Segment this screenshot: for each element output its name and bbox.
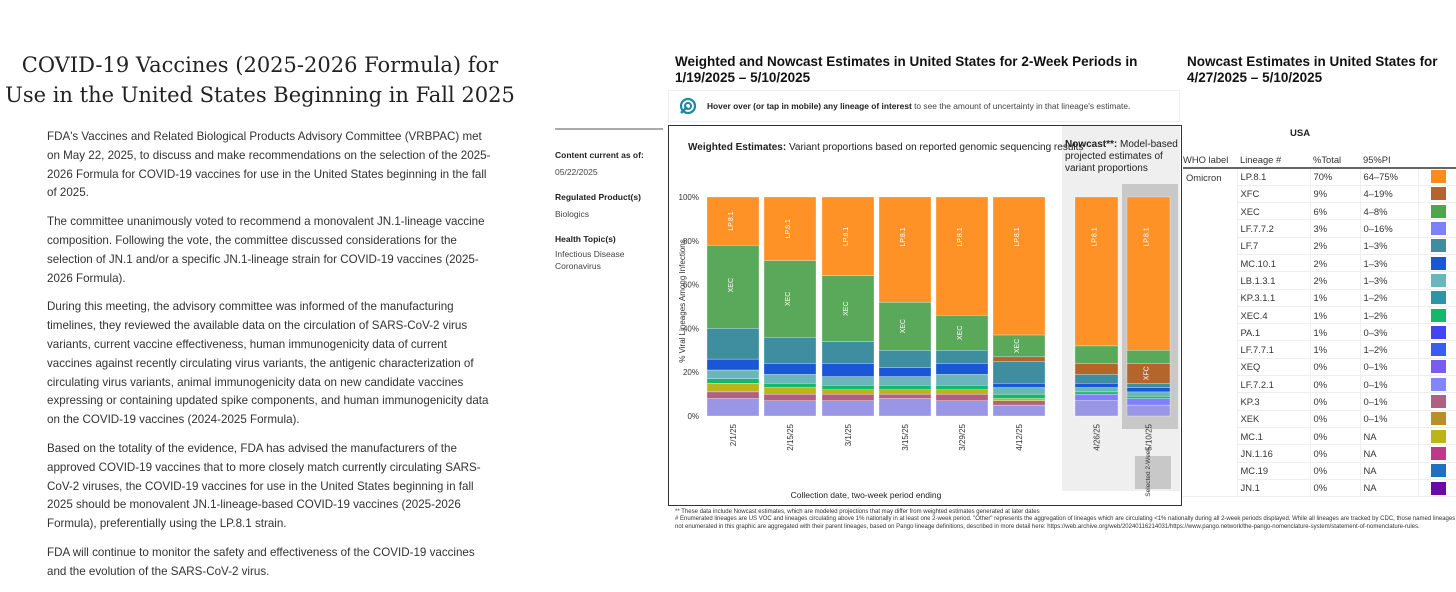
pct-cell: 70%	[1310, 168, 1360, 185]
color-swatch	[1431, 170, 1446, 183]
segment-label: XEC	[900, 319, 907, 334]
color-swatch	[1431, 239, 1446, 252]
bar-segment-kp-3[interactable]	[993, 401, 1045, 405]
bar-segment-mc-1[interactable]	[993, 398, 1045, 400]
segment-label: XFC	[1143, 366, 1151, 381]
pct-cell: 0%	[1310, 427, 1360, 444]
pi-cell: 0–1%	[1360, 376, 1418, 393]
variant-proportions-chart	[668, 125, 1182, 506]
bar-segment-lb-1-3-1[interactable]	[879, 377, 931, 386]
pi-cell: 1–3%	[1360, 237, 1418, 254]
bar-segment-lb-1-3-1[interactable]	[1127, 392, 1170, 396]
hover-hint-banner	[668, 90, 1180, 122]
pct-cell: 2%	[1310, 237, 1360, 254]
health-topics-label: Health Topic(s)	[555, 234, 616, 244]
segment-label: LP.8.1	[1014, 227, 1021, 247]
pi-cell: 1–3%	[1360, 272, 1418, 289]
pct-cell: 0%	[1310, 376, 1360, 393]
bar-segment-kp-3[interactable]	[822, 394, 874, 401]
chart-svg	[669, 126, 1180, 504]
segment-label: LP.8.1	[843, 226, 850, 247]
x-tick-label: 3/29/25	[958, 424, 967, 451]
bar-segment-xfc[interactable]	[1075, 363, 1118, 374]
color-swatch	[1431, 343, 1446, 356]
lineage-cell: JN.1	[1237, 479, 1310, 496]
bar-segment-mc-1[interactable]	[707, 383, 759, 392]
lineage-cell: XEC	[1237, 203, 1310, 220]
pi-cell: 0–1%	[1360, 358, 1418, 375]
bar-segment-lf-7[interactable]	[822, 342, 874, 364]
nowcast-title-bold: Nowcast**:	[1065, 139, 1118, 150]
bar-segment-other[interactable]	[1075, 401, 1118, 416]
footnote: # Enumerated lineages are US VOC and lineages circulating above 1% nationally in at least one 2-week period. "Other" represents the aggregation of lineages which are circulating <1% nationally during all 2-week periods displayed. While all lineages are tracked by CDC, those named lineages not enumerated in this graphic are aggregated with their parent lineages, based on Pango lineage definitions, described in more detail here: https://web.archive.org/web/20240116214031/https://www.pango.network/the-pango-nomenclature-system/statement-of-nomenclature-rules.	[675, 516, 1456, 530]
bar-segment-lf-7[interactable]	[1127, 383, 1170, 387]
bar-segment-other[interactable]	[879, 398, 931, 416]
lineage-cell: XFC	[1237, 185, 1310, 202]
bar-segment-other[interactable]	[936, 401, 988, 416]
bar-segment-xec-4[interactable]	[936, 385, 988, 389]
lineage-cell: JN.1.16	[1237, 445, 1310, 462]
bar-segment-mc-10-1[interactable]	[1127, 388, 1170, 392]
paragraph: Based on the totality of the evidence, FDA has advised the manufacturers of the approved COVID-19 vaccines that to more closely match currently circulating SARS-CoV-2 viruses, the COVID-19 vaccines for use in the United States beginning in fall 2025 should be monovalent JN.1-lineage-based COVID-19 vaccines (2025-2026 Formula), preferentially using the LP.8.1 strain.	[47, 441, 481, 531]
lineage-cell: KP.3.1.1	[1237, 289, 1310, 306]
pi-cell: 0–1%	[1360, 393, 1418, 410]
color-swatch	[1431, 205, 1446, 218]
col-who-label: WHO label	[1183, 151, 1237, 168]
color-swatch	[1431, 309, 1446, 322]
nowcast-title-text: Model-based projected estimates of variant proportions	[1065, 139, 1178, 174]
bar-segment-kp-3[interactable]	[707, 392, 759, 399]
lineage-cell: MC.10.1	[1237, 254, 1310, 271]
color-swatch-cell	[1418, 462, 1456, 479]
segment-label: XEC	[785, 291, 792, 307]
bar-segment-mc-10-1[interactable]	[707, 359, 759, 370]
pct-cell: 0%	[1310, 393, 1360, 410]
pi-cell: 0–16%	[1360, 220, 1418, 237]
color-swatch-cell	[1418, 289, 1456, 306]
pct-cell: 6%	[1310, 203, 1360, 220]
bar-segment-lb-1-3-1[interactable]	[993, 388, 1045, 395]
paragraph: During this meeting, the advisory committee was informed of the manufacturing timelines, they reviewed the available data on the circulation of SARS-CoV-2 virus variants, current vaccine effectiveness, human immunogenicity data of current vaccines against recently circulating virus variants, the antigenic characterization of circulating virus variants, animal immunogenicity data on new candidate vaccines expressing or containing updated spike components, and human immunogenicity data on the COVID-19 vaccines (2024-2025 Formula).	[47, 300, 489, 427]
bar-segment-lb-1-3-1[interactable]	[822, 377, 874, 386]
x-tick-label: 2/1/25	[729, 424, 738, 447]
segment-label: XEC	[957, 325, 964, 340]
bar-segment-lb-1-3-1[interactable]	[707, 370, 759, 379]
bar-segment-lf-7-7-2[interactable]	[1075, 394, 1118, 401]
bar-segment-lp-8-1[interactable]	[936, 197, 988, 315]
color-swatch-cell	[1418, 306, 1456, 323]
lineage-cell: LF.7	[1237, 237, 1310, 254]
pi-cell: 4–8%	[1360, 203, 1418, 220]
color-swatch	[1431, 395, 1446, 408]
banner-bold-text: Hover over (or tap in mobile) any lineage of interest	[707, 101, 912, 111]
bar-segment-xec-4[interactable]	[822, 385, 874, 389]
bar-segment-xec-4[interactable]	[707, 379, 759, 383]
bar-segment-lf-7[interactable]	[993, 361, 1045, 383]
col-pct-total: %Total	[1310, 151, 1360, 168]
selected-week-box[interactable]	[1135, 456, 1171, 489]
pct-cell: 9%	[1310, 185, 1360, 202]
segment-label: LP.8.1	[1091, 227, 1099, 247]
article-body	[47, 128, 492, 592]
bar-segment-other[interactable]	[1127, 405, 1170, 416]
lineage-cell: PA.1	[1237, 324, 1310, 341]
y-axis-label: % Viral Lineages Among Infections	[678, 239, 687, 363]
bar-segment-xec-4[interactable]	[764, 383, 816, 387]
weighted-title: Weighted Estimates: Variant proportions based on reported genomic sequencing results	[688, 142, 1084, 153]
lineage-cell: MC.19	[1237, 462, 1310, 479]
bar-segment-mc-10-1[interactable]	[936, 363, 988, 374]
bar-segment-lf-7[interactable]	[936, 350, 988, 363]
bar-segment-other[interactable]	[707, 398, 759, 416]
color-swatch	[1431, 291, 1446, 304]
color-swatch-cell	[1418, 479, 1456, 496]
chart-title: Weighted and Nowcast Estimates in United States for 2-Week Periods in 1/19/2025 – 5/10/2025	[675, 54, 1138, 85]
color-swatch-cell	[1418, 237, 1456, 254]
pi-cell: 1–3%	[1360, 254, 1418, 271]
bar-segment-lp-8-1[interactable]	[1075, 197, 1118, 346]
pct-cell: 1%	[1310, 324, 1360, 341]
color-swatch-cell	[1418, 376, 1456, 393]
x-tick-label: 4/26/25	[1092, 424, 1102, 451]
who-label-cell: Omicron	[1183, 168, 1237, 497]
color-swatch-cell	[1418, 220, 1456, 237]
y-tick-label: 60%	[682, 280, 699, 290]
segment-label: LP.8.1	[785, 219, 792, 239]
color-swatch	[1431, 482, 1446, 495]
color-swatch	[1431, 430, 1446, 443]
bar-segment-mc-10-1[interactable]	[764, 363, 816, 374]
color-swatch-cell	[1418, 168, 1456, 185]
x-tick-label: 5/10/25	[1144, 424, 1154, 451]
color-swatch-cell	[1418, 427, 1456, 444]
paragraph: FDA's Vaccines and Related Biological Products Advisory Committee (VRBPAC) met on May 22, 2025, to discuss and make recommendations on the selection of the 2025-2026 Formula for COVID-19 vaccines for use in the United States beginning in the fall of 2025.	[47, 130, 491, 200]
pct-cell: 0%	[1310, 410, 1360, 427]
y-tick-label: 100%	[678, 193, 699, 202]
bar-segment-kp-3[interactable]	[936, 394, 988, 401]
bar-segment-mc-1[interactable]	[879, 390, 931, 394]
color-swatch	[1431, 274, 1446, 287]
color-swatch	[1431, 464, 1446, 477]
bar-segment-xfc[interactable]	[993, 357, 1045, 361]
color-swatch	[1431, 326, 1446, 339]
content-current-value: 05/22/2025	[555, 167, 598, 177]
color-swatch-cell	[1418, 185, 1456, 202]
color-swatch-cell	[1418, 203, 1456, 220]
region-label: USA	[1290, 128, 1311, 139]
lineage-cell: LF.7.7.2	[1237, 220, 1310, 237]
lineage-cell: LP.8.1	[1237, 168, 1310, 185]
x-tick-label: 2/15/25	[786, 424, 795, 451]
pct-cell: 2%	[1310, 272, 1360, 289]
y-tick-label: 0%	[687, 412, 699, 421]
segment-label: XEC	[843, 301, 850, 316]
color-swatch	[1431, 378, 1446, 391]
lineage-cell: XEQ	[1237, 358, 1310, 375]
color-swatch-cell	[1418, 341, 1456, 358]
bar-segment-lf-7[interactable]	[707, 328, 759, 359]
health-topic-link[interactable]: Infectious Disease	[555, 249, 625, 259]
color-swatch	[1431, 257, 1446, 270]
bar-segment-xec[interactable]	[1075, 346, 1118, 364]
bar-segment-mc-1[interactable]	[822, 390, 874, 394]
bar-segment-lf-7[interactable]	[764, 337, 816, 363]
pct-cell: 0%	[1310, 445, 1360, 462]
x-axis-label: Collection date, two-week period ending	[790, 490, 942, 500]
bar-segment-mc-1[interactable]	[936, 390, 988, 394]
table-row[interactable]	[1183, 168, 1456, 185]
metadata-sidebar	[555, 128, 663, 272]
bar-segment-xec-4[interactable]	[993, 394, 1045, 398]
bar-segment-mc-10-1[interactable]	[822, 363, 874, 376]
y-tick-label: 80%	[682, 236, 699, 246]
pi-cell: 0–3%	[1360, 324, 1418, 341]
bar-segment-lf-7[interactable]	[1075, 374, 1118, 383]
bar-segment-lb-1-3-1[interactable]	[764, 374, 816, 383]
selected-week-label: Selected 2-Week	[1145, 447, 1152, 497]
segment-label: LP.8.1	[728, 211, 735, 231]
health-topic-link[interactable]: Coronavirus	[555, 261, 601, 271]
bar-segment-lp-8-1[interactable]	[879, 197, 931, 302]
bar-segment-other[interactable]	[993, 405, 1045, 416]
color-swatch-cell	[1418, 324, 1456, 341]
bar-segment-mc-10-1[interactable]	[993, 383, 1045, 387]
color-swatch	[1431, 412, 1446, 425]
pi-cell: 1–2%	[1360, 306, 1418, 323]
color-swatch-cell	[1418, 272, 1456, 289]
pct-cell: 0%	[1310, 479, 1360, 496]
nowcast-title	[1065, 139, 1179, 175]
lineage-cell: XEC.4	[1237, 306, 1310, 323]
bar-segment-other[interactable]	[822, 401, 874, 416]
lineage-cell: LB.1.3.1	[1237, 272, 1310, 289]
color-swatch-cell	[1418, 254, 1456, 271]
banner-text: to see the amount of uncertainty in that lineage's estimate.	[911, 101, 1131, 111]
pct-cell: 1%	[1310, 306, 1360, 323]
color-swatch-cell	[1418, 393, 1456, 410]
color-swatch-cell	[1418, 358, 1456, 375]
pi-cell: 4–19%	[1360, 185, 1418, 202]
color-swatch	[1431, 222, 1446, 235]
pct-cell: 3%	[1310, 220, 1360, 237]
pi-cell: 0–1%	[1360, 410, 1418, 427]
bar-segment-lf-7[interactable]	[879, 350, 931, 368]
bar-segment-xec-4[interactable]	[1075, 392, 1118, 394]
bar-segment-kp-3[interactable]	[879, 394, 931, 398]
pi-cell: 1–2%	[1360, 289, 1418, 306]
lineage-cell: XEK	[1237, 410, 1310, 427]
pi-cell: NA	[1360, 445, 1418, 462]
bar-segment-other[interactable]	[764, 401, 816, 416]
segment-label: LP.8.1	[1143, 227, 1151, 247]
lineage-cell: LF.7.2.1	[1237, 376, 1310, 393]
segment-label: XEC	[1014, 338, 1021, 354]
pi-cell: NA	[1360, 479, 1418, 496]
pct-cell: 0%	[1310, 358, 1360, 375]
bar-segment-mc-1[interactable]	[764, 388, 816, 395]
color-swatch	[1431, 447, 1446, 460]
x-tick-label: 3/15/25	[901, 424, 910, 451]
lineage-cell: KP.3	[1237, 393, 1310, 410]
y-tick-label: 20%	[682, 368, 699, 378]
color-swatch	[1431, 360, 1446, 373]
bar-segment-xec-4[interactable]	[1127, 396, 1170, 398]
x-tick-label: 4/12/25	[1015, 424, 1024, 451]
bar-segment-lf-7-7-2[interactable]	[1127, 398, 1170, 405]
pi-cell: 1–2%	[1360, 341, 1418, 358]
color-swatch-cell	[1418, 410, 1456, 427]
lineage-cell: MC.1	[1237, 427, 1310, 444]
x-tick-label: 3/1/25	[844, 424, 853, 447]
col-95pi: 95%PI	[1360, 151, 1418, 168]
cursor-target-icon	[679, 97, 697, 115]
bar-segment-lb-1-3-1[interactable]	[936, 374, 988, 385]
nowcast-table	[1183, 151, 1456, 497]
segment-label: XEC	[728, 277, 735, 293]
footnotes	[675, 509, 1456, 531]
bar-segment-xec-4[interactable]	[879, 385, 931, 389]
pct-cell: 0%	[1310, 462, 1360, 479]
pi-cell: NA	[1360, 462, 1418, 479]
color-swatch	[1431, 187, 1446, 200]
pct-cell: 2%	[1310, 254, 1360, 271]
color-swatch-cell	[1418, 445, 1456, 462]
pi-cell: NA	[1360, 427, 1418, 444]
footnote: ** These data include Nowcast estimates, which are modeled projections that may differ from weighted estimates generated at later dates	[675, 509, 1040, 515]
bar-segment-mc-10-1[interactable]	[1075, 383, 1118, 387]
bar-segment-mc-10-1[interactable]	[879, 368, 931, 377]
bar-segment-lb-1-3-1[interactable]	[1075, 388, 1118, 392]
segment-label: LP.8.1	[900, 227, 907, 247]
regulated-product-link[interactable]: Biologics	[555, 209, 590, 219]
regulated-products-label: Regulated Product(s)	[555, 192, 641, 202]
paragraph: The committee unanimously voted to recommend a monovalent JN.1-lineage vaccine composition. Following the vote, the committee discussed considerations for the selection of JN.1 and/or a specific JN.1-lineage strain for COVID-19 vaccines (2025-2026 Formula).	[47, 215, 485, 285]
bar-segment-lp-8-1[interactable]	[1127, 197, 1170, 350]
table-title: Nowcast Estimates in United States for 4/27/2025 – 5/10/2025	[1187, 54, 1438, 85]
paragraph: FDA will continue to monitor the safety and effectiveness of the COVID-19 vaccines and the evolution of the SARS-CoV-2 virus.	[47, 545, 475, 578]
pct-cell: 1%	[1310, 341, 1360, 358]
page-title: COVID-19 Vaccines (2025-2026 Formula) for Use in the United States Beginning in Fall 2025	[5, 53, 515, 107]
pi-cell: 64–75%	[1360, 168, 1418, 185]
bar-segment-lp-8-1[interactable]	[993, 197, 1045, 335]
col-lineage: Lineage #	[1237, 151, 1310, 168]
bar-segment-xec[interactable]	[1127, 350, 1170, 363]
y-tick-label: 40%	[682, 324, 699, 334]
segment-label: LP.8.1	[957, 227, 964, 247]
content-current-label: Content current as of:	[555, 150, 644, 160]
pct-cell: 1%	[1310, 289, 1360, 306]
lineage-cell: LF.7.7.1	[1237, 341, 1310, 358]
bar-segment-kp-3[interactable]	[764, 394, 816, 401]
